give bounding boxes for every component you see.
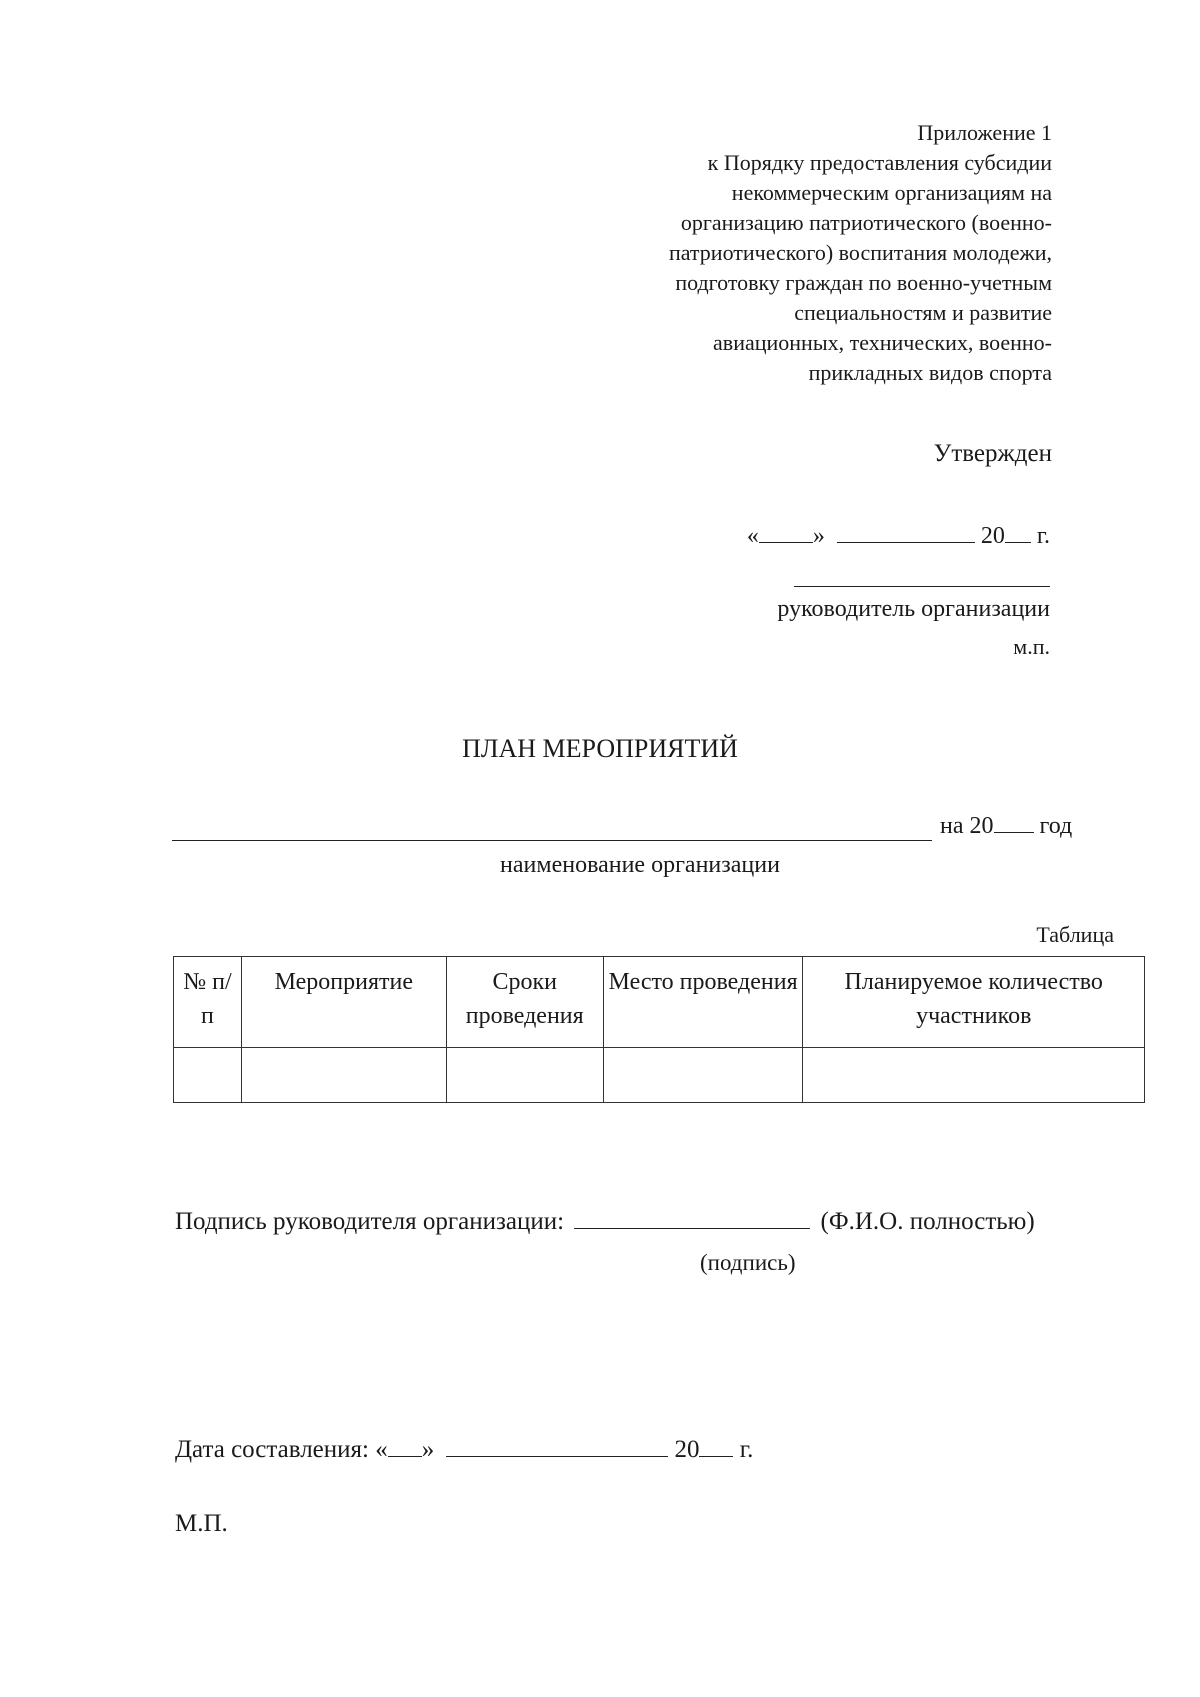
compiled-date-row	[175, 1436, 753, 1464]
appendix-line: организацию патриотического (военно-	[680, 210, 1052, 235]
compiled-year-blank[interactable]	[699, 1436, 733, 1457]
table-label: Таблица	[1036, 922, 1114, 947]
date-open-quote: «	[746, 523, 759, 549]
compiled-year-prefix: 20	[674, 1436, 700, 1463]
appendix-line: Приложение 1	[917, 120, 1052, 145]
date-close-quote: »	[812, 523, 825, 549]
stamp-bottom: М.П.	[175, 1510, 228, 1537]
table-cell[interactable]	[241, 1048, 446, 1103]
signature-blank[interactable]	[574, 1208, 810, 1229]
table-cell[interactable]	[446, 1048, 603, 1103]
compiled-year-suffix: г.	[733, 1436, 754, 1463]
month-blank[interactable]	[837, 522, 975, 543]
head-signature-line[interactable]	[794, 586, 1050, 587]
organization-caption: наименование организации	[500, 852, 780, 878]
appendix-block	[582, 118, 1052, 388]
plan-year-blank[interactable]	[994, 812, 1034, 833]
compiled-close-quote: »	[421, 1436, 435, 1463]
appendix-line: некоммерческим организациям на	[731, 180, 1052, 205]
appendix-line: подготовку граждан по военно-учетным	[675, 270, 1052, 295]
signature-label: Подпись руководителя организации:	[175, 1208, 565, 1235]
plan-year-suffix: год	[1033, 813, 1073, 839]
table-row	[174, 1048, 1145, 1103]
appendix-line: специальностям и развитие	[794, 300, 1052, 325]
appendix-line: к Порядку предоставления субсидии	[707, 150, 1052, 175]
document-title: ПЛАН МЕРОПРИЯТИЙ	[462, 734, 738, 763]
col-place: Место проведения	[603, 957, 803, 1048]
day-blank[interactable]	[759, 522, 813, 543]
plan-year-prefix: на 20	[940, 813, 994, 839]
events-table	[173, 956, 1145, 1103]
col-event: Мероприятие	[241, 957, 446, 1048]
appendix-line: патриотического) воспитания молодежи,	[668, 240, 1052, 265]
head-label: руководитель организации	[777, 596, 1050, 622]
approved-label: Утвержден	[933, 440, 1052, 467]
approval-date-line	[747, 522, 1050, 550]
year-blank[interactable]	[1005, 522, 1031, 543]
compiled-label: Дата составления: «	[175, 1436, 388, 1463]
table-cell[interactable]	[174, 1048, 242, 1103]
col-participants: Планируемое количество участников	[803, 957, 1145, 1048]
year-suffix: г.	[1030, 523, 1050, 549]
appendix-line: прикладных видов спорта	[808, 360, 1052, 385]
signature-caption: (подпись)	[700, 1250, 796, 1275]
appendix-line: авиационных, технических, военно-	[713, 330, 1052, 355]
organization-name-line[interactable]	[172, 840, 932, 841]
table-header-row	[174, 957, 1145, 1048]
signature-row	[175, 1208, 1035, 1236]
compiled-day-blank[interactable]	[388, 1436, 422, 1457]
compiled-month-blank[interactable]	[446, 1436, 668, 1457]
year-prefix: 20	[980, 523, 1005, 549]
col-number: № п/п	[174, 957, 242, 1048]
col-dates: Сроки проведения	[446, 957, 603, 1048]
table-cell[interactable]	[603, 1048, 803, 1103]
table-cell[interactable]	[803, 1048, 1145, 1103]
plan-year	[940, 812, 1072, 840]
signature-fio: (Ф.И.О. полностью)	[820, 1208, 1035, 1235]
stamp-label: м.п.	[1013, 634, 1050, 659]
